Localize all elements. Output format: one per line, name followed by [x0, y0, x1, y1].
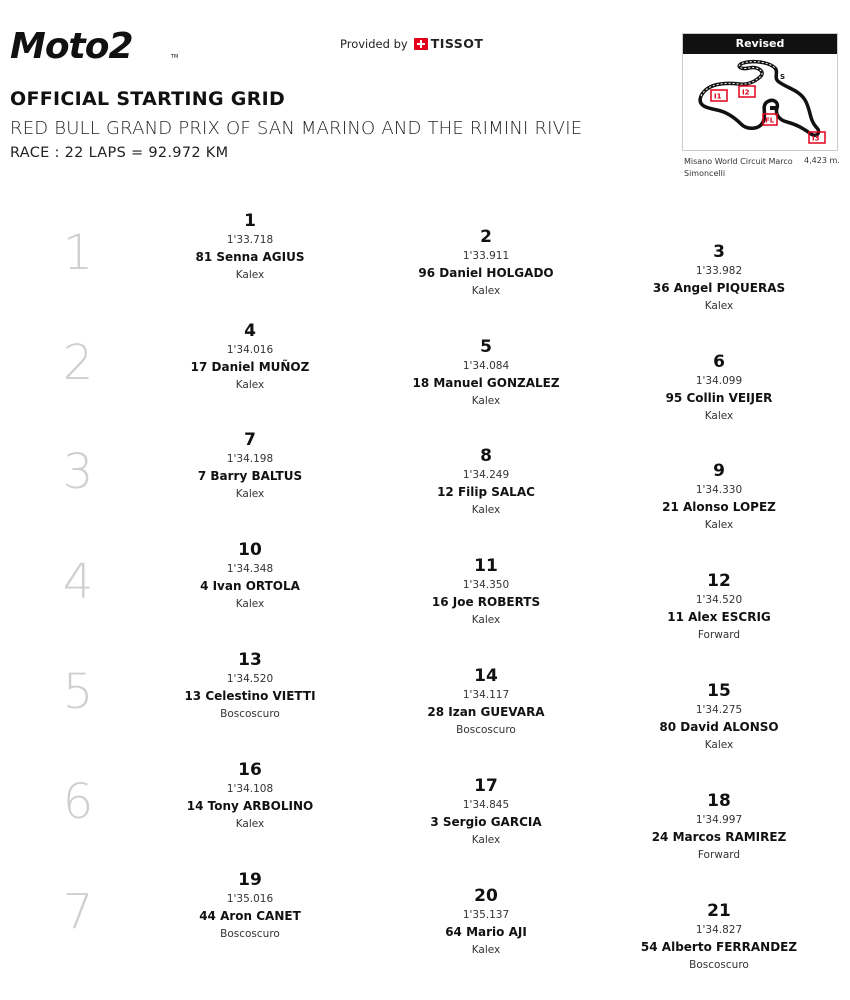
qualifying-time: 1'34.099	[695, 375, 743, 387]
grid-slot	[376, 665, 596, 739]
constructor: Kalex	[471, 395, 501, 407]
grid-position: 15	[707, 681, 731, 701]
rider-name: 81 Senna AGIUS	[195, 250, 305, 264]
qualifying-time: 1'34.117	[462, 689, 510, 701]
qualifying-time: 1'33.982	[695, 265, 743, 277]
rider-name: 12 Filip SALAC	[437, 485, 535, 499]
qualifying-time: 1'34.997	[695, 814, 743, 826]
rider-name: 4 Ivan ORTOLA	[200, 579, 300, 593]
grid-slot	[609, 351, 829, 425]
grid-position: 16	[238, 760, 262, 780]
rider-name: 54 Alberto FERRANDEZ	[640, 940, 798, 954]
qualifying-time: 1'34.845	[462, 799, 510, 811]
rider-name: 36 Angel PIQUERAS	[652, 281, 786, 295]
rider-name: 11 Alex ESCRIG	[667, 610, 771, 624]
qualifying-time: 1'34.520	[226, 673, 274, 685]
grid-row-number: 4	[62, 554, 94, 610]
grid-position: 2	[480, 227, 492, 247]
rider-name: 18 Manuel GONZALEZ	[412, 376, 560, 390]
circuit-name: Misano World Circuit Marco Simoncelli	[684, 157, 793, 178]
rider-name: 28 Izan GUEVARA	[427, 705, 545, 719]
rider-name: 64 Mario AJI	[445, 925, 527, 939]
qualifying-time: 1'34.827	[695, 924, 743, 936]
constructor: Boscoscuro	[689, 959, 749, 971]
rider-name: 16 Joe ROBERTS	[431, 595, 541, 609]
grid-slot	[609, 900, 829, 974]
grid-position: 4	[244, 321, 256, 341]
qualifying-time: 1'34.198	[226, 453, 274, 465]
grid-row-number: 3	[62, 444, 94, 500]
grid-slot	[140, 869, 360, 943]
constructor: Kalex	[704, 300, 734, 312]
sponsor-name: TISSOT	[430, 36, 484, 51]
sector-label-i3: I3	[812, 134, 820, 143]
grand-prix-name: RED BULL GRAND PRIX OF SAN MARINO AND THE RIMINI RIVIE	[10, 118, 583, 139]
qualifying-time: 1'34.520	[695, 594, 743, 606]
grid-row-number: 5	[62, 664, 94, 720]
rider-name: 13 Celestino VIETTI	[184, 689, 316, 703]
rider-name: 96 Daniel HOLGADO	[418, 266, 554, 280]
race-info: RACE : 22 LAPS = 92.972 KM	[10, 145, 229, 161]
grid-slot	[140, 539, 360, 613]
sector-label-i1: I1	[714, 92, 722, 101]
grid-position: 10	[238, 540, 262, 560]
grid-position: 5	[480, 337, 492, 357]
constructor: Kalex	[471, 285, 501, 297]
grid-slot	[609, 790, 829, 864]
constructor: Forward	[697, 629, 741, 641]
provided-by	[340, 36, 483, 51]
constructor: Kalex	[235, 598, 265, 610]
grid-slot	[376, 555, 596, 629]
grid-position: 13	[238, 650, 262, 670]
grid-position: 17	[474, 776, 498, 796]
rider-name: 24 Marcos RAMIREZ	[651, 830, 787, 844]
constructor: Kalex	[235, 488, 265, 500]
rider-name: 21 Alonso LOPEZ	[662, 500, 776, 514]
page-title: OFFICIAL STARTING GRID	[10, 88, 286, 110]
finish-line-label: FL	[765, 116, 775, 125]
constructor: Kalex	[235, 379, 265, 391]
provided-by-label: Provided by	[340, 36, 408, 51]
grid-slot	[376, 445, 596, 519]
moto2-logo	[10, 28, 180, 66]
constructor: Kalex	[471, 504, 501, 516]
svg-text:TM: TM	[171, 54, 179, 60]
rider-name: 95 Collin VEIJER	[665, 391, 773, 405]
track-map	[682, 33, 838, 151]
grid-position: 20	[474, 886, 498, 906]
start-label: S	[780, 73, 786, 81]
qualifying-time: 1'34.350	[462, 579, 510, 591]
revised-badge: Revised	[683, 34, 837, 54]
grid-slot	[140, 759, 360, 833]
constructor: Boscoscuro	[220, 928, 280, 940]
tissot-logo	[414, 36, 484, 51]
rider-name: 3 Sergio GARCIA	[430, 815, 542, 829]
grid-row-number: 6	[62, 774, 94, 830]
grid-row-number: 2	[62, 335, 94, 391]
grid-slot	[376, 226, 596, 300]
qualifying-time: 1'34.275	[695, 704, 743, 716]
grid-slot	[140, 649, 360, 723]
grid-slot	[140, 210, 360, 284]
rider-name: 14 Tony ARBOLINO	[186, 799, 314, 813]
grid-position: 1	[244, 211, 256, 231]
grid-position: 7	[244, 430, 256, 450]
qualifying-time: 1'34.330	[695, 484, 743, 496]
grid-row-number: 1	[62, 225, 94, 281]
rider-name: 17 Daniel MUÑOZ	[190, 360, 310, 374]
qualifying-time: 1'35.016	[226, 893, 274, 905]
qualifying-time: 1'34.348	[226, 563, 274, 575]
grid-slot	[376, 336, 596, 410]
constructor: Forward	[697, 849, 741, 861]
grid-position: 19	[238, 870, 262, 890]
qualifying-time: 1'33.911	[462, 250, 510, 262]
circuit-length: 4,423 m.	[804, 156, 840, 165]
grid-position: 18	[707, 791, 731, 811]
constructor: Kalex	[471, 944, 501, 956]
constructor: Kalex	[471, 614, 501, 626]
grid-position: 14	[474, 666, 498, 686]
grid-position: 6	[713, 352, 725, 372]
grid-slot	[609, 460, 829, 534]
grid-position: 9	[713, 461, 725, 481]
constructor: Kalex	[704, 739, 734, 751]
grid-position: 12	[707, 571, 731, 591]
svg-text:Moto2: Moto2	[10, 28, 133, 62]
grid-position: 21	[707, 901, 731, 921]
grid-row-number: 7	[62, 884, 94, 940]
grid-slot	[376, 775, 596, 849]
qualifying-time: 1'33.718	[226, 234, 274, 246]
constructor: Boscoscuro	[456, 724, 516, 736]
qualifying-time: 1'34.108	[226, 783, 274, 795]
grid-position: 8	[480, 446, 492, 466]
grid-slot	[376, 885, 596, 959]
qualifying-time: 1'34.084	[462, 360, 510, 372]
constructor: Kalex	[235, 818, 265, 830]
constructor: Kalex	[235, 269, 265, 281]
grid-slot	[609, 570, 829, 644]
qualifying-time: 1'34.016	[226, 344, 274, 356]
circuit-layout-icon	[683, 54, 837, 150]
rider-name: 7 Barry BALTUS	[197, 469, 303, 483]
constructor: Kalex	[471, 834, 501, 846]
constructor: Kalex	[704, 410, 734, 422]
swiss-cross-icon	[414, 38, 428, 50]
grid-slot	[609, 680, 829, 754]
rider-name: 44 Aron CANET	[199, 909, 301, 923]
sector-label-i2: I2	[742, 88, 750, 97]
constructor: Kalex	[704, 519, 734, 531]
rider-name: 80 David ALONSO	[659, 720, 779, 734]
grid-slot	[140, 429, 360, 503]
grid-position: 3	[713, 242, 725, 262]
qualifying-time: 1'35.137	[462, 909, 510, 921]
grid-position: 11	[474, 556, 498, 576]
grid-slot	[609, 241, 829, 315]
grid-slot	[140, 320, 360, 394]
qualifying-time: 1'34.249	[462, 469, 510, 481]
constructor: Boscoscuro	[220, 708, 280, 720]
